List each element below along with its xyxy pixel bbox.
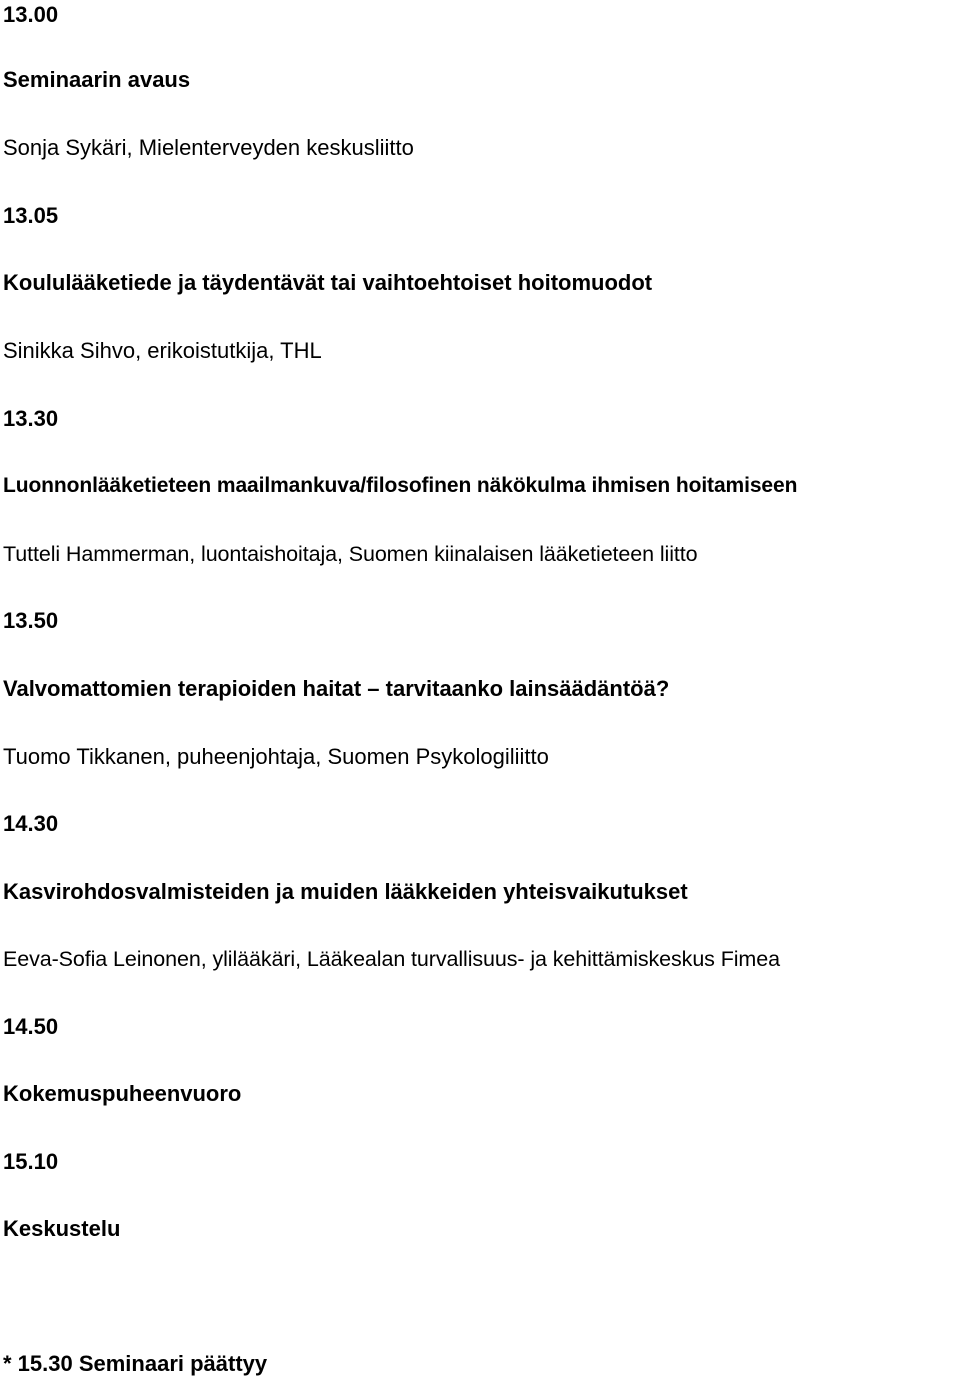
title-4: Kasvirohdosvalmisteiden ja muiden lääkkeiden yhteisvaikutukset	[3, 879, 688, 904]
closing-note: * 15.30 Seminaari päättyy	[3, 1351, 268, 1376]
title-2: Luonnonlääketieteen maailmankuva/filosofinen näkökulma ihmisen hoitamiseen	[3, 474, 798, 497]
speaker-2: Tutteli Hammerman, luontaishoitaja, Suomen kiinalaisen lääketieteen liitto	[3, 542, 698, 566]
title-0: Seminaarin avaus	[3, 67, 191, 92]
title-6: Keskustelu	[3, 1216, 121, 1241]
time-3: 13.50	[3, 608, 59, 633]
title-1: Koululääketiede ja täydentävät tai vaihtoehtoiset hoitomuodot	[3, 270, 653, 295]
speaker-1: Sinikka Sihvo, erikoistutkija, THL	[3, 338, 322, 363]
time-0: 13.00	[3, 2, 59, 27]
time-1: 13.05	[3, 203, 59, 228]
time-5: 14.50	[3, 1014, 59, 1039]
speaker-4: Eeva-Sofia Leinonen, ylilääkäri, Lääkealan turvallisuus- ja kehittämiskeskus Fimea	[3, 947, 780, 971]
time-6: 15.10	[3, 1149, 59, 1174]
time-2: 13.30	[3, 406, 59, 431]
time-4: 14.30	[3, 811, 59, 836]
title-3: Valvomattomien terapioiden haitat – tarvitaanko lainsäädäntöä?	[3, 676, 670, 701]
speaker-3: Tuomo Tikkanen, puheenjohtaja, Suomen Psykologiliitto	[3, 744, 549, 769]
speaker-0: Sonja Sykäri, Mielenterveyden keskusliitto	[3, 135, 414, 160]
title-5: Kokemuspuheenvuoro	[3, 1081, 242, 1106]
